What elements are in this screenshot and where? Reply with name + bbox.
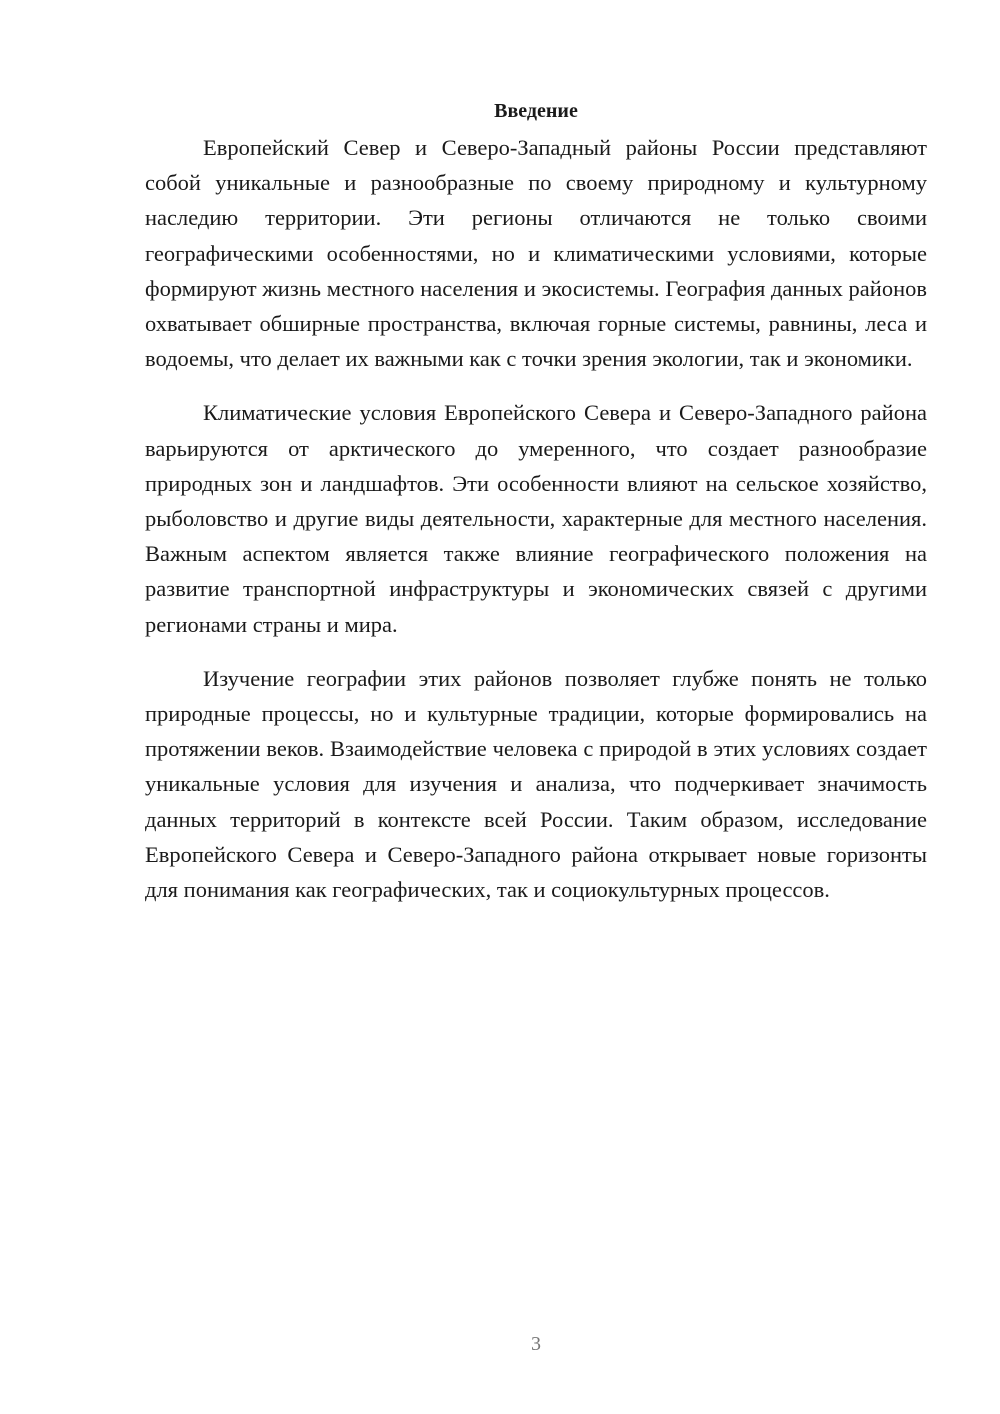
page-content xyxy=(145,96,927,926)
page-number: 3 xyxy=(531,1333,541,1355)
page-title: Введение xyxy=(494,100,578,122)
paragraph-study: Изучение географии этих районов позволяет глубже понять не только природные процессы, но и культурные традиции, которые формировались на протяжении веков. Взаимодействие человека с природой в этих условиях создает уникальные условия для изучения и анализа, что подчеркивает значимость данных территорий в контексте всей России. Таким образом, исследование Европейского Севера и Северо-Западного района открывает новые горизонты для понимания как географических, так и социокультурных процессов. xyxy=(145,665,927,903)
paragraph-intro: Европейский Север и Северо-Западный районы России представляют собой уникальные и разнообразные по своему природному и культурному наследию территории. Эти регионы отличаются не только своими географическими особенностями, но и климатическими условиями, которые формируют жизнь местного населения и экосистемы. География данных районов охватывает обширные пространства, включая горные системы, равнины, леса и водоемы, что делает их важными как с точки зрения экологии, так и экономики. xyxy=(145,135,927,372)
paragraph-climate: Климатические условия Европейского Севера и Северо-Западного района варьируются от арктического до умеренного, что создает разнообразие природных зон и ландшафтов. Эти особенности влияют на сельское хозяйство, рыболовство и другие виды деятельности, характерные для местного населения. Важным аспектом является также влияние географического положения на развитие транспортной инфраструктуры и экономических связей с другими регионами страны и мира. xyxy=(145,400,927,637)
